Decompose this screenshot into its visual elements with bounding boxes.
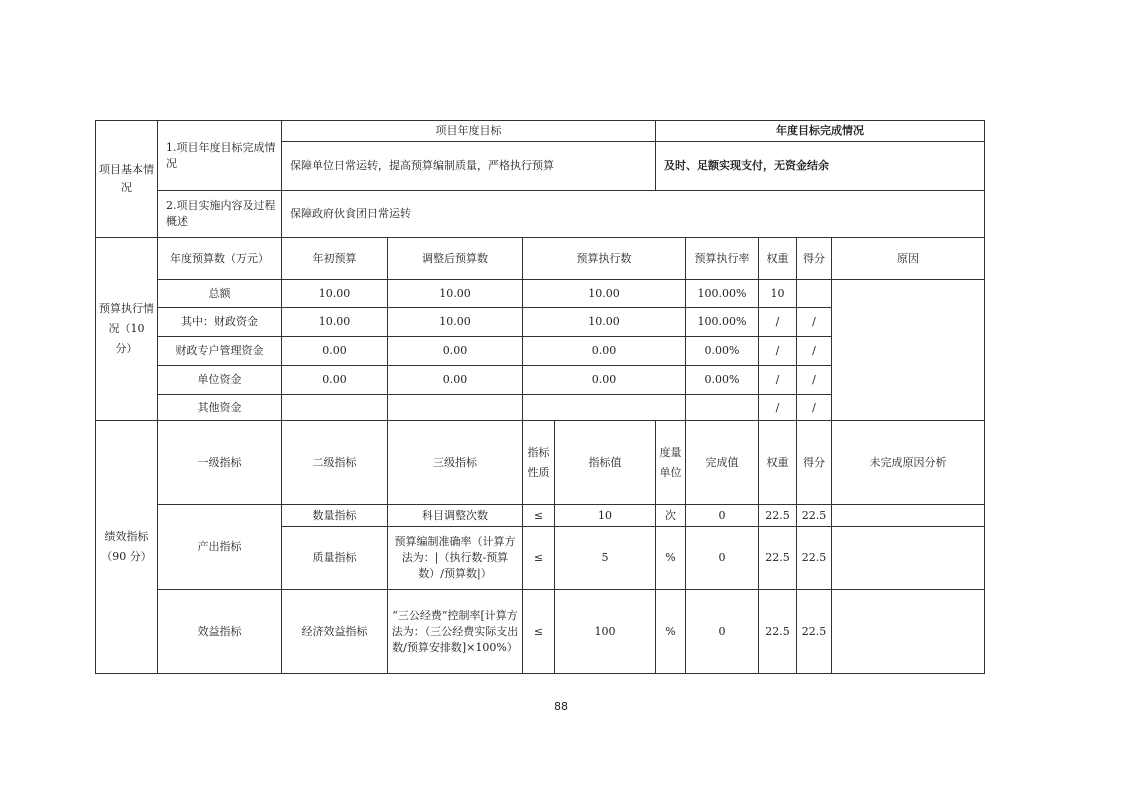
goal-label: 1.项目年度目标完成情况 (158, 121, 282, 191)
perf-nature: ≤ (523, 505, 555, 527)
budget-adjusted (388, 395, 523, 421)
budget-name: 其他资金 (158, 395, 282, 421)
budget-header: 调整后预算数 (388, 238, 523, 280)
perf-unit: % (656, 527, 686, 590)
budget-name: 单位资金 (158, 366, 282, 395)
budget-score: / (797, 395, 832, 421)
perf-reason (832, 590, 985, 674)
budget-score: / (797, 366, 832, 395)
perf-done: 0 (686, 527, 759, 590)
budget-initial (282, 395, 388, 421)
budget-initial: 0.00 (282, 366, 388, 395)
budget-adjusted: 0.00 (388, 366, 523, 395)
basic-section-label: 项目基本情况 (96, 121, 158, 238)
budget-header: 年度预算数（万元） (158, 238, 282, 280)
perf-nature: ≤ (523, 590, 555, 674)
budget-adjusted: 0.00 (388, 337, 523, 366)
budget-executed: 0.00 (523, 337, 686, 366)
budget-weight: / (759, 308, 797, 337)
budget-score (797, 280, 832, 308)
perf-header: 三级指标 (388, 421, 523, 505)
budget-initial: 10.00 (282, 308, 388, 337)
budget-rate (686, 395, 759, 421)
budget-rate: 0.00% (686, 337, 759, 366)
budget-initial: 10.00 (282, 280, 388, 308)
completion-header: 年度目标完成情况 (656, 121, 985, 142)
perf-weight: 22.5 (759, 505, 797, 527)
page-number: 88 (554, 700, 568, 713)
budget-section-label: 预算执行情况（10 分） (96, 238, 158, 421)
perf-unit: 次 (656, 505, 686, 527)
perf-level2: 经济效益指标 (282, 590, 388, 674)
budget-header: 得分 (797, 238, 832, 280)
budget-rate: 100.00% (686, 280, 759, 308)
budget-executed (523, 395, 686, 421)
perf-unit: % (656, 590, 686, 674)
budget-header: 权重 (759, 238, 797, 280)
perf-score: 22.5 (797, 505, 832, 527)
budget-header: 预算执行率 (686, 238, 759, 280)
perf-score: 22.5 (797, 527, 832, 590)
perf-done: 0 (686, 590, 759, 674)
budget-reason (832, 280, 985, 421)
budget-executed: 10.00 (523, 308, 686, 337)
budget-rate: 100.00% (686, 308, 759, 337)
perf-level1: 产出指标 (158, 505, 282, 590)
budget-score: / (797, 308, 832, 337)
budget-weight: 10 (759, 280, 797, 308)
budget-row (96, 280, 985, 308)
perf-level2: 数量指标 (282, 505, 388, 527)
perf-header: 度量单位 (656, 421, 686, 505)
budget-name: 总额 (158, 280, 282, 308)
perf-done: 0 (686, 505, 759, 527)
perf-section-label: 绩效指标（90 分） (96, 421, 158, 674)
perf-nature: ≤ (523, 527, 555, 590)
budget-adjusted: 10.00 (388, 308, 523, 337)
perf-row (96, 590, 985, 674)
budget-header: 原因 (832, 238, 985, 280)
perf-level1: 效益指标 (158, 590, 282, 674)
goal-header: 项目年度目标 (282, 121, 656, 142)
goal-text: 保障单位日常运转，提高预算编制质量，严格执行预算 (282, 142, 656, 191)
budget-name: 其中：财政资金 (158, 308, 282, 337)
budget-header: 预算执行数 (523, 238, 686, 280)
completion-text: 及时、足额实现支付，无资金结余 (656, 142, 985, 191)
budget-header: 年初预算 (282, 238, 388, 280)
perf-level3: 科目调整次数 (388, 505, 523, 527)
perf-score: 22.5 (797, 590, 832, 674)
perf-weight: 22.5 (759, 590, 797, 674)
budget-name: 财政专户管理资金 (158, 337, 282, 366)
perf-header: 指标性质 (523, 421, 555, 505)
budget-rate: 0.00% (686, 366, 759, 395)
budget-executed: 10.00 (523, 280, 686, 308)
perf-reason (832, 505, 985, 527)
perf-value: 10 (555, 505, 656, 527)
perf-value: 100 (555, 590, 656, 674)
budget-weight: / (759, 395, 797, 421)
perf-level2: 质量指标 (282, 527, 388, 590)
perf-level3: “三公经费”控制率[计算方法为：（三公经费实际支出数/预算安排数]×100%） (388, 590, 523, 674)
perf-header: 权重 (759, 421, 797, 505)
perf-header: 完成值 (686, 421, 759, 505)
budget-initial: 0.00 (282, 337, 388, 366)
impl-label: 2.项目实施内容及过程概述 (158, 191, 282, 238)
perf-header: 指标值 (555, 421, 656, 505)
perf-weight: 22.5 (759, 527, 797, 590)
perf-header: 一级指标 (158, 421, 282, 505)
performance-table (95, 120, 985, 674)
perf-reason (832, 527, 985, 590)
budget-executed: 0.00 (523, 366, 686, 395)
perf-header: 未完成原因分析 (832, 421, 985, 505)
budget-weight: / (759, 366, 797, 395)
impl-text: 保障政府伙食团日常运转 (282, 191, 985, 238)
perf-row (96, 505, 985, 527)
perf-header: 得分 (797, 421, 832, 505)
budget-score: / (797, 337, 832, 366)
budget-adjusted: 10.00 (388, 280, 523, 308)
perf-level3: 预算编制准确率（计算方法为：|（执行数-预算数）/预算数|） (388, 527, 523, 590)
perf-value: 5 (555, 527, 656, 590)
budget-weight: / (759, 337, 797, 366)
perf-header: 二级指标 (282, 421, 388, 505)
